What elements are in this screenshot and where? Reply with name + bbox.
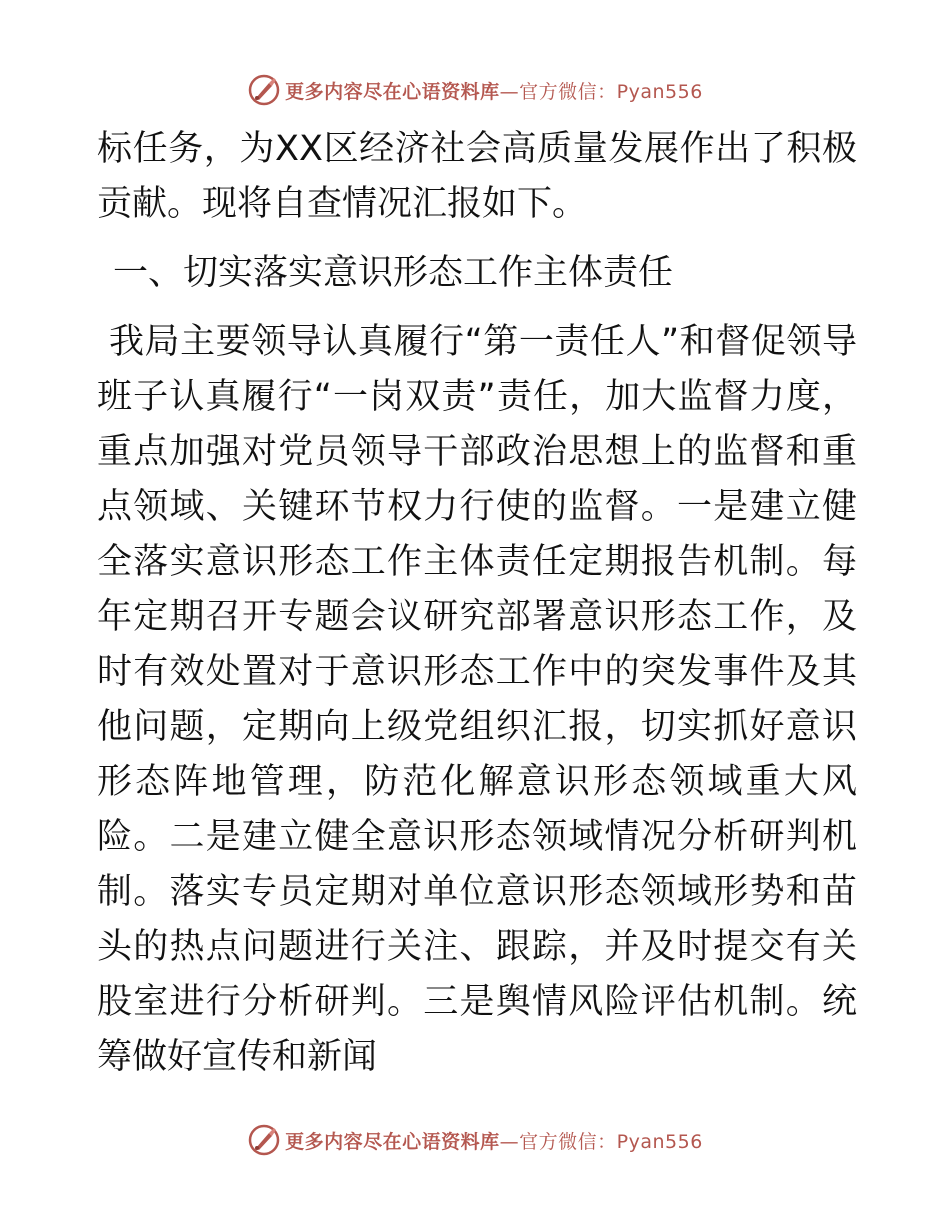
footer-watermark bbox=[0, 1120, 950, 1160]
section-heading: 一、切实落实意识形态工作主体责任 bbox=[113, 253, 674, 293]
quill-pen-circle-icon bbox=[247, 73, 281, 107]
paragraph-continued: 标任务，为XX区经济社会高质量发展作出了积极贡献。现将自查情况汇报如下。 bbox=[97, 129, 857, 224]
document-body bbox=[97, 122, 857, 1085]
header-brand-text: 更多内容尽在心语资料库 bbox=[285, 80, 500, 103]
paragraph-body: 我局主要领导认真履行“第一责任人”和督促领导班子认真履行“一岗双责”责任，加大监督力度，重点加强对党员领导干部政治思想上的监督和重点领域、关键环节权力行使的监督。一是建立健全落实意识形态工作主体责任定期报告机制。每年定期召开专题会议研究部署意识形态工作，及时有效处置对于意识形态工作中的突发事件及其他问题，定期向上级党组织汇报，切实抓好意识形态阵地管理，防范化解意识形态领域重大风险。二是建立健全意识形态领域情况分析研判机制。落实专员定期对单位意识形态领域形势和苗头的热点问题进行关注、跟踪，并及时提交有关股室进行分析研判。三是舆情风险评估机制。统筹做好宣传和新闻 bbox=[97, 322, 857, 1077]
footer-brand-text: 更多内容尽在心语资料库 bbox=[285, 1130, 500, 1153]
header-contact-text: —官方微信：Pyan556 bbox=[499, 80, 703, 103]
footer-contact-text: —官方微信：Pyan556 bbox=[499, 1130, 703, 1153]
header-watermark bbox=[0, 70, 950, 110]
quill-pen-circle-icon bbox=[247, 1123, 281, 1157]
